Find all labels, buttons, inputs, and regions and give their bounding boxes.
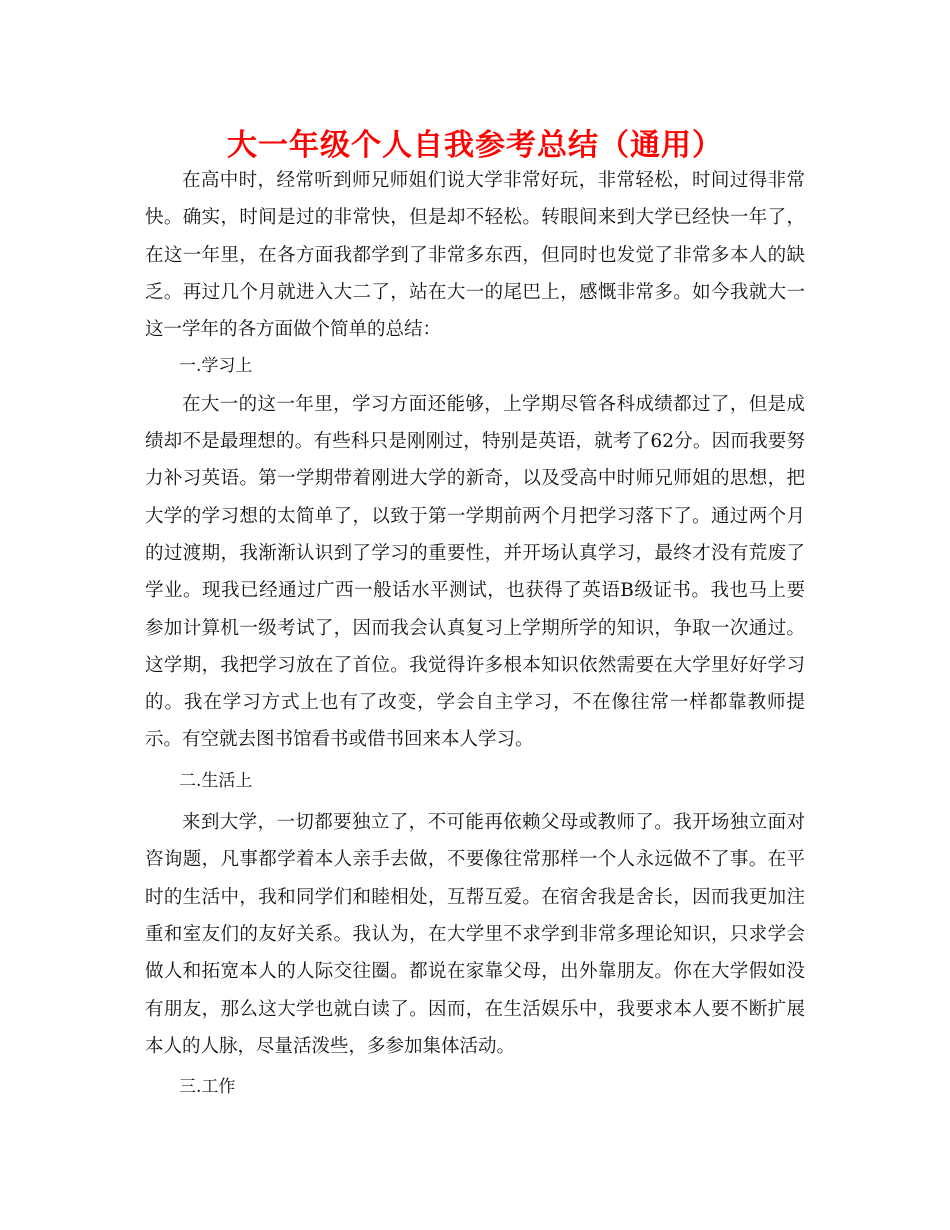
section-heading-study: 一.学习上 (179, 356, 253, 377)
section-paragraph-life: 来到大学，一切都要独立了，不可能再依赖父母或教师了。我开场独立面对咨询题，凡事都学着本人亲手去做，不要像往常那样一个人永远做不了事。在平时的生活中，我和同学们和睦相处，互帮互爱。在宿舍我是舍长，因而我更加注重和室友们的友好关系。我认为，在大学里不求学到非常多理论知识，只求学会做人和拓宽本人的人际交往圈。都说在家靠父母，出外靠朋友。你在大学假如没有朋友，那么这大学也就白读了。因而，在生活娱乐中，我要求本人要不断扩展本人的人脉，尽量活泼些，多参加集体活动。 (145, 812, 805, 1057)
section-heading-life: 二.生活上 (179, 770, 253, 791)
section-heading-work: 三.工作 (179, 1077, 236, 1098)
document-title: 大一年级个人自我参考总结（通用） (227, 128, 723, 163)
intro-paragraph: 在高中时，经常听到师兄师姐们说大学非常好玩，非常轻松，时间过得非常快。确实，时间是过的非常快，但是却不轻松。转眼间来到大学已经快一年了，在这一年里，在各方面我都学到了非常多东西，但同时也发觉了非常多本人的缺乏。再过几个月就进入大二了，站在大一的尾巴上，感慨非常多。如今我就大一这一学年的各方面做个简单的总结： (145, 170, 805, 341)
section-paragraph-study: 在大一的这一年里，学习方面还能够，上学期尽管各科成绩都过了，但是成绩却不是最理想的。有些科只是刚刚过，特别是英语，就考了62分。因而我要努力补习英语。第一学期带着刚进大学的新奇，以及受高中时师兄师姐的思想，把大学的学习想的太简单了，以致于第一学期前两个月把学习落下了。通过两个月的过渡期，我渐渐认识到了学习的重要性，并开场认真学习，最终才没有荒废了学业。现我已经通过广西一般话水平测试，也获得了英语B级证书。我也马上要参加计算机一级考试了，因而我会认真复习上学期所学的知识，争取一次通过。这学期，我把学习放在了首位。我觉得许多根本知识依然需要在大学里好好学习的。我在学习方式上也有了改变，学会自主学习，不在像往常一样都靠教师提示。有空就去图书馆看书或借书回来本人学习。 (145, 393, 805, 751)
document-body (145, 162, 805, 1110)
